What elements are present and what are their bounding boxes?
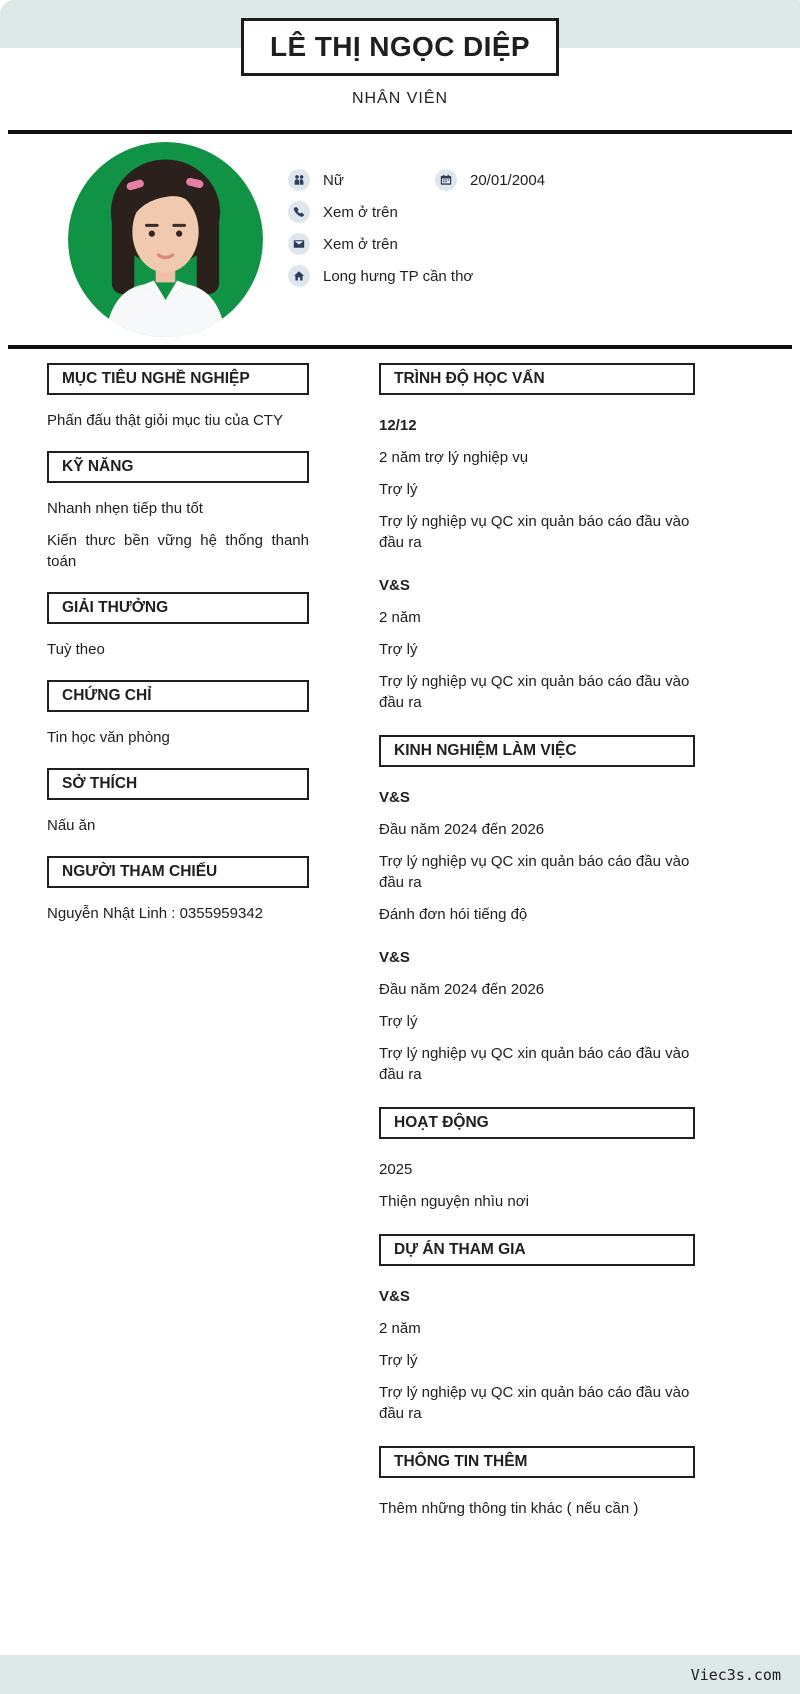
address-value: Long hưng TP cần thơ	[323, 267, 474, 285]
section-group	[379, 1159, 695, 1212]
section-text: Đánh đơn hói tiếng độ	[379, 906, 528, 923]
section-group	[379, 415, 695, 553]
info-row	[288, 260, 545, 292]
header	[0, 0, 800, 130]
section-group	[47, 815, 309, 836]
info-row	[288, 164, 545, 196]
section-text: 2025	[379, 1161, 413, 1178]
section-text: Nhanh nhẹn tiếp thu tốt	[47, 500, 203, 517]
section-text: 2 năm	[379, 609, 421, 626]
section-text: Trợ lý	[379, 1352, 418, 1369]
section-text: Trợ lý nghiệp vụ QC xin quản báo cáo đầu vào đầu ra	[379, 673, 690, 711]
section-group	[47, 410, 309, 431]
email-value: Xem ở trên	[323, 235, 398, 253]
gender-field	[288, 169, 435, 191]
section-text: Thiện nguyện nhìu nơi	[379, 1193, 529, 1210]
section-heading: KINH NGHIỆM LÀM VIỆC	[379, 735, 695, 767]
section-heading: DỰ ÁN THAM GIA	[379, 1234, 695, 1266]
cv-section	[47, 768, 309, 836]
section-text: Đầu năm 2024 đến 2026	[379, 821, 545, 838]
section-text: V&S	[379, 1288, 410, 1305]
birthdate-field	[435, 169, 545, 191]
section-text: Trợ lý nghiệp vụ QC xin quản báo cáo đầu vào đầu ra	[379, 1045, 690, 1083]
footer-bar	[0, 1655, 800, 1694]
section-group	[47, 498, 309, 572]
contact-info	[288, 134, 545, 345]
phone-field	[288, 201, 398, 223]
section-heading: MỤC TIÊU NGHỀ NGHIỆP	[47, 363, 309, 395]
phone-value: Xem ở trên	[323, 203, 398, 221]
cv-section	[47, 363, 309, 431]
avatar-illustration	[68, 142, 263, 337]
section-heading: GIẢI THƯỞNG	[47, 592, 309, 624]
section-group	[379, 947, 695, 1085]
section-heading: SỞ THÍCH	[47, 768, 309, 800]
cv-section	[47, 856, 309, 924]
gender-icon	[288, 169, 310, 191]
section-heading: CHỨNG CHỈ	[47, 680, 309, 712]
cv-section	[47, 451, 309, 572]
section-group	[379, 575, 695, 713]
section-text: Trợ lý nghiệp vụ QC xin quản báo cáo đầu vào đầu ra	[379, 513, 690, 551]
section-heading: NGƯỜI THAM CHIẾU	[47, 856, 309, 888]
section-group	[47, 639, 309, 660]
section-heading: TRÌNH ĐỘ HỌC VẤN	[379, 363, 695, 395]
section-text: Trợ lý	[379, 641, 418, 658]
cv-section	[379, 1234, 695, 1424]
section-text: Trợ lý	[379, 1013, 418, 1030]
home-icon	[288, 265, 310, 287]
email-field	[288, 233, 398, 255]
cv-section	[379, 363, 695, 713]
left-column	[47, 363, 309, 932]
section-text: V&S	[379, 949, 410, 966]
cv-section	[47, 680, 309, 748]
section-text: Kiến thưc bền vững hệ thống thanh toán	[47, 532, 309, 570]
section-text: Nguyễn Nhật Linh : 0355959342	[47, 905, 264, 922]
birthdate-value: 20/01/2004	[470, 171, 546, 189]
section-group	[47, 727, 309, 748]
cv-section	[379, 735, 695, 1085]
job-title: NHÂN VIÊN	[351, 90, 449, 107]
section-group	[379, 1286, 695, 1424]
section-group	[379, 1498, 695, 1519]
section-text: Tin học văn phòng	[47, 729, 170, 746]
section-text: 2 năm trợ lý nghiệp vụ	[379, 449, 529, 466]
candidate-name: LÊ THỊ NGỌC DIỆP	[241, 18, 559, 76]
section-text: Tuỳ theo	[47, 641, 105, 658]
section-text: Nấu ăn	[47, 817, 96, 834]
section-heading: THÔNG TIN THÊM	[379, 1446, 695, 1478]
info-row	[288, 196, 545, 228]
cv-section	[379, 1107, 695, 1212]
mail-icon	[288, 233, 310, 255]
section-text: Trợ lý nghiệp vụ QC xin quản báo cáo đầu vào đầu ra	[379, 1384, 690, 1422]
section-text: 12/12	[379, 417, 417, 434]
calendar-icon	[435, 169, 457, 191]
section-heading: KỸ NĂNG	[47, 451, 309, 483]
section-group	[379, 787, 695, 925]
cv-body	[0, 349, 800, 1541]
avatar	[68, 142, 263, 337]
section-text: V&S	[379, 577, 410, 594]
section-text: Đầu năm 2024 đến 2026	[379, 981, 545, 998]
section-text: 2 năm	[379, 1320, 421, 1337]
cv-section	[379, 1446, 695, 1519]
section-text: V&S	[379, 789, 410, 806]
site-link[interactable]: Viec3s.com	[690, 1665, 781, 1684]
address-field	[288, 265, 473, 287]
cv-section	[47, 592, 309, 660]
phone-icon	[288, 201, 310, 223]
section-text: Trợ lý nghiệp vụ QC xin quản báo cáo đầu vào đầu ra	[379, 853, 690, 891]
info-row	[288, 228, 545, 260]
section-group	[47, 903, 309, 924]
section-text: Trợ lý	[379, 481, 418, 498]
section-text: Phấn đấu thật giỏi mục tiu của CTY	[47, 412, 283, 429]
right-column	[379, 363, 695, 1541]
profile-section	[0, 134, 800, 345]
gender-value: Nữ	[323, 171, 344, 189]
section-heading: HOẠT ĐỘNG	[379, 1107, 695, 1139]
section-text: Thêm những thông tin khác ( nếu cần )	[379, 1500, 639, 1517]
